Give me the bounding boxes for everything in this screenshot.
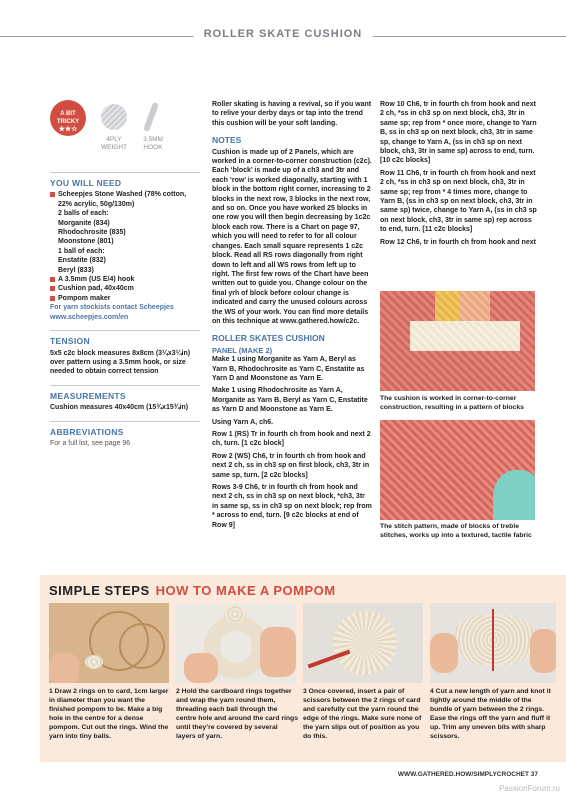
weight-label [94,136,134,152]
steps-title-sub: HOW TO MAKE A POMPOM [155,583,336,598]
you-will-need-heading: YOU WILL NEED [50,178,122,188]
yarn-ball-icon [101,104,127,130]
left-column [50,172,200,448]
materials-subitem: 2 balls of each: [58,210,109,218]
pattern-para: Make 1 using Rhodochrosite as Yarn A, Morganite as Yarn B, Beryl as Yarn C, Enstatite as Yarn D and Moonstone as Yarn E. [212,387,368,414]
step-4-photo [430,603,556,683]
photo-caption: The stitch pattern, made of blocks of treble stitches, works up into a textured, tactile fabric [380,523,532,539]
drawn-ring [119,623,165,669]
pattern-row: Row 11 Ch6, tr in fourth ch from hook and next 2 ch, *ss in ch3 sp on next block, ch3, 3tr in same sp; rep from * 4 times more, change to Yarn B, (ss in ch3 sp on next block, ch3, 3tr in same sp) twice, change to Yarn A, (ss in ch3 sp on next block, ch3, 3tr in same sp) rep across to end, turn. [11 c2c blocks] [380,169,537,234]
section-rule [50,330,200,331]
footer-url[interactable]: WWW.GATHERED.HOW/SIMPLYCROCHET [397,771,529,778]
step-1-text: 1 Draw 2 rings on to card, 1cm larger in diameter than you want the finished pompom to be. Make a big hole in the centre for a dense pompom. Cut out the rings. Wind the yarn into tiny balls. [49,688,169,740]
cushion-photo [380,291,535,391]
section-rule [50,421,200,422]
notes-text: Cushion is made up of 2 Panels, which are worked in a corner-to-corner construction (c2c). Each ‘block’ is made up of a ch3 and 3tr and each ‘row’ is worked diagonally, starting with 1 block in the bottom right corner, increasing to 2 blocks in the next row, 3 blocks in the next row, and so on. Once you have worked 25 blocks in one row you will then begin decreasing by 1c2c block each row. There is a Chart on page 97, which you will need to refer to for all colour changes. Each small square represents 1 c2c block. Read all RS rows diagonally from right down to left and all WS rows from left up to right. The first few rows of the Chart have been written out to guide you. Change colour on the final yrh of block before colour change is indicated and carry the unused colours across the WS of your work. You can find more details on this technique at www.gathered.how/c2c. [212,148,372,325]
step-4-text: 4 Cut a new length of yarn and knot it tightly around the middle of the bundle of yarn between the 2 rings. Ease the rings off the yarn and fluff it up. Trim any uneven bits with sharp scissors. [430,688,551,740]
materials-item-pompom: Pompom maker [50,294,200,303]
page-title: ROLLER SKATE CUSHION [194,28,373,40]
pattern-para: Make 1 using Morganite as Yarn A, Beryl as Yarn B, Rhodochrosite as Yarn C, Enstatite as Yarn D and Moonstone as Yarn E. [212,356,365,382]
abbreviations-text: For a full list, see page 96 [50,439,131,447]
page-number: 37 [530,771,538,778]
crochet-hook-icon [143,102,159,132]
stockists-link[interactable]: www.scheepjes.com/en [50,313,129,321]
step-3-text: 3 Once covered, insert a pair of scissors between the 2 rings of card and carefully cut the yarn round the edge of the rings. Make sure none of the yarn slips out of position as you do this. [303,688,422,740]
measurements-heading: MEASUREMENTS [50,390,126,401]
photo-block-yellow [435,291,460,321]
right-column [380,100,540,247]
pattern-subheading: PANEL (MAKE 2) [212,345,273,355]
pattern-heading: ROLLER SKATES CUSHION [212,333,325,344]
weight-label-line2: WEIGHT [101,144,127,151]
simple-steps-panel [40,575,566,762]
notes-heading: NOTES [212,135,242,146]
middle-column [212,100,372,533]
hand [49,653,79,683]
step-2-text: 2 Hold the cardboard rings together and wrap the yarn round them, threading each ball through the centre hole and around the card rings until they’re covered by several layers of yarn. [176,688,298,740]
difficulty-line2: TRICKY [56,119,80,125]
project-info-icons [50,100,170,158]
step-3-photo [303,603,423,683]
pattern-row: Rows 3-9 Ch6, tr in fourth ch from hook and next 2 ch, ss in ch3 sp on next block, *ch3, 3tr in same sp, ss in ch3 sp on next block; rep from * across to end, turn. [9 c2c blocks at end of Row 9] [212,484,372,529]
page-footer [398,771,538,778]
pattern-row: Row 1 (RS) Tr in fourth ch from hook and next 2 ch, turn. [1 c2c block] [212,431,371,448]
measurements-text: Cushion measures 40x40cm (15¾x15¾in) [50,404,189,412]
tension-text: 5x5 c2c block measures 8x8cm (3¼x3¼in) over pattern using a 3.5mm hook, or size needed to obtain correct tension [50,349,191,376]
materials-subitem: Moonstone (801) [58,238,114,246]
pattern-row: Row 2 (WS) Ch6, tr in fourth ch from hook and next 2 ch, ss in ch3 sp on first block, ch3, 3tr in same sp, turn. [2 c2c blocks] [212,452,370,479]
tension-heading: TENSION [50,336,90,347]
materials-subitem: Enstatite (832) [58,257,106,265]
covered-ring [333,611,397,675]
hook-label-line1: 3.5MM [143,136,163,143]
photo-mug [493,470,535,520]
step-2-photo [176,603,296,683]
tie-yarn [492,609,494,671]
hand [184,653,218,683]
pompom [454,615,534,665]
difficulty-badge [50,100,86,136]
pattern-row: Row 12 Ch6, tr in fourth ch from hook and next [380,238,536,246]
hand [530,629,556,673]
steps-title [49,583,336,598]
materials-subitem: Beryl (833) [58,266,94,274]
difficulty-stars: ★★☆ [58,126,78,133]
pattern-row: Row 10 Ch6, tr in fourth ch from hook and next 2 ch, *ss in ch3 sp on next block, ch3, 3tr in same sp; rep from * once more, change to Yarn B, ss in ch3 sp on next block, ch3, 3tr in same sp, change to Yarn A, (ss in ch3 sp on next block, ch3, 3tr in same sp) across to end, turn. [10 c2c blocks] [380,101,537,165]
intro-text: Roller skating is having a revival, so if you want to relive your derby days or tap into the trend this cushion will be your soft landing. [212,101,372,127]
photo-block-cream [410,321,520,351]
hook-label [135,136,171,152]
pattern-para: Using Yarn A, ch6. [212,418,274,426]
watermark-text: PassionForum.ru [499,784,560,793]
materials-item-cushion: Cushion pad, 40x40cm [50,284,200,293]
steps-title-main: SIMPLE STEPS [49,583,150,598]
step-1-photo [49,603,169,683]
materials-subitem: Morganite (834) [58,219,110,227]
section-rule [50,385,200,386]
abbreviations-heading: ABBREVIATIONS [50,426,124,437]
difficulty-line1: A BIT [60,111,76,117]
hand [430,633,458,673]
materials-subitem: Rhodochrosite (835) [58,229,126,237]
photo-caption: The cushion is worked in corner-to-corner construction, resulting in a pattern of blocks [380,395,524,411]
stockists-note: For yarn stockists contact Scheepjes [50,304,174,312]
section-rule [50,172,200,173]
materials-subitem: 1 ball of each: [58,247,105,255]
photo-block-peach [460,291,490,321]
yarn-ball [85,655,103,669]
materials-item-hook: A 3.5mm (US E/4) hook [50,275,200,284]
hand [260,627,296,677]
weight-label-line1: 4PLY [106,136,122,143]
materials-item-yarn: Scheepjes Stone Washed (78% cotton, 22% acrylic, 50g/130m) [50,190,200,209]
yarn-ball [224,605,246,623]
stitch-photo [380,420,535,520]
hook-label-line2: HOOK [143,144,163,151]
